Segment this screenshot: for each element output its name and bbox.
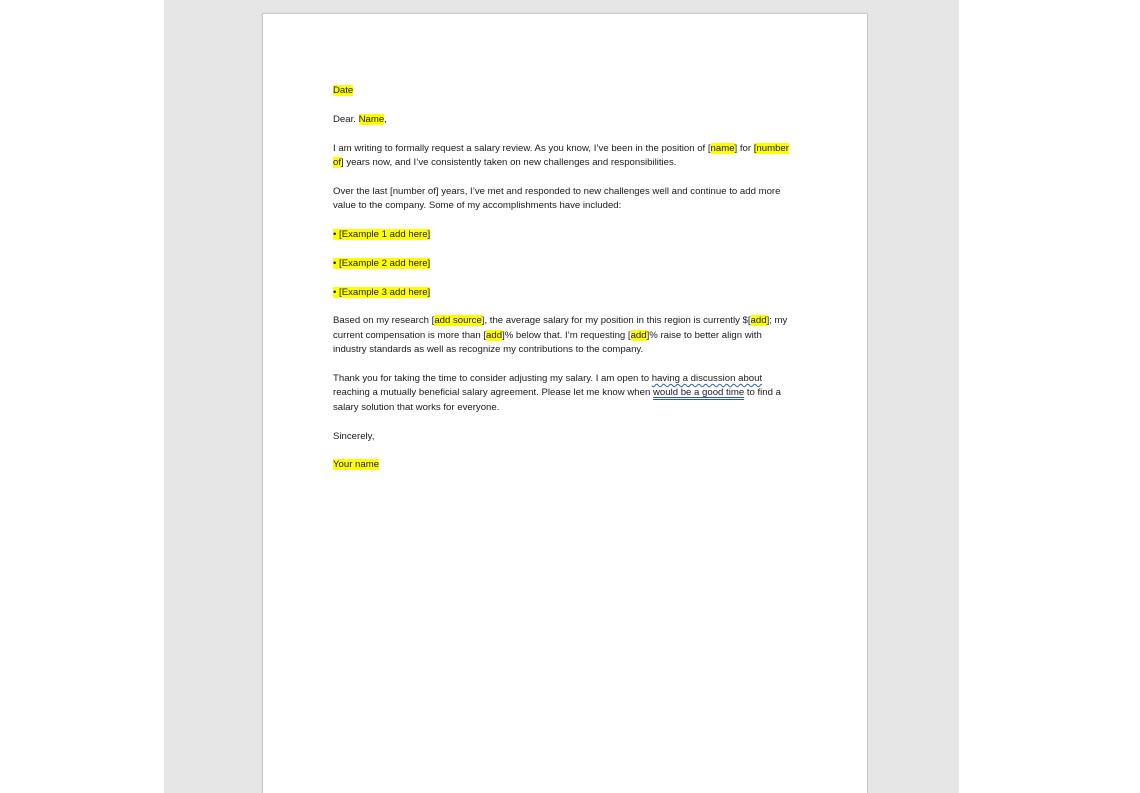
bullet-example-1-text: • [Example 1 add here] <box>333 229 431 240</box>
paragraph-thanks[interactable] <box>333 372 798 415</box>
document-page[interactable] <box>262 13 868 793</box>
bullet-example-2-text: • [Example 2 add here] <box>333 257 431 269</box>
signature-line[interactable] <box>333 458 798 472</box>
source-placeholder: add source <box>434 315 482 327</box>
position-placeholder: name <box>710 142 735 154</box>
p4-text-e: to find a salary solution that works for everyone. <box>333 387 781 413</box>
bullet-example-2[interactable] <box>333 257 798 271</box>
p4-text-a: Thank you for taking the time to consider adjusting my salary. I am open to <box>333 373 652 384</box>
name-placeholder: Name <box>358 113 385 125</box>
bullet-example-1[interactable] <box>333 228 798 242</box>
salutation-suffix: , <box>384 113 387 125</box>
paragraph-intro[interactable] <box>333 142 798 171</box>
p1-text-c: ] for <box>734 142 754 154</box>
bullet-example-3[interactable] <box>333 286 798 300</box>
paragraph-accomplishments[interactable]: Over the last [number of] years, I’ve met and responded to new challenges well and continue to add more value to the company. Some of my accomplishments have included: <box>333 185 781 212</box>
p1-text-a: I am writing to formally request a salary review. As you know, I’ve been in the position of [ <box>333 142 711 154</box>
salary-placeholder: add <box>750 315 767 327</box>
p3-text-i: ]% raise to better align with industry standards as well as recognize my contributions to the company. <box>333 329 762 356</box>
salutation[interactable] <box>333 113 798 127</box>
p3-text-e: ]; my current compensation is more than [ <box>333 315 788 341</box>
p3-text-g: ]% below that. I’m requesting [ <box>502 329 631 341</box>
signature-placeholder: Your name <box>333 459 380 471</box>
raise-percent-placeholder: add <box>630 329 647 341</box>
closing[interactable]: Sincerely, <box>333 430 375 442</box>
salutation-prefix: Dear. <box>333 113 359 125</box>
date-line[interactable] <box>333 84 798 98</box>
years-placeholder: [number of <box>333 142 789 168</box>
grammar-flag-good-time[interactable]: would be a good time <box>652 387 745 399</box>
document-viewport[interactable] <box>164 0 959 793</box>
grammar-flag-discussion[interactable]: having a discussion about <box>651 373 763 384</box>
p4-text-c: reaching a mutually beneficial salary agreement. Please let me know when <box>333 387 653 399</box>
p3-text-a: Based on my research [ <box>333 315 435 327</box>
date-placeholder: Date <box>333 85 354 96</box>
p1-text-e: ] years now, and I’ve consistently taken on new challenges and responsibilities. <box>341 157 677 168</box>
p3-text-c: ], the average salary for my position in this region is currently $[ <box>481 315 751 327</box>
letter-body[interactable] <box>333 84 798 487</box>
bullet-example-3-text: • [Example 3 add here] <box>333 286 431 298</box>
paragraph-research[interactable] <box>333 314 798 357</box>
percent-below-placeholder: add <box>486 329 503 341</box>
